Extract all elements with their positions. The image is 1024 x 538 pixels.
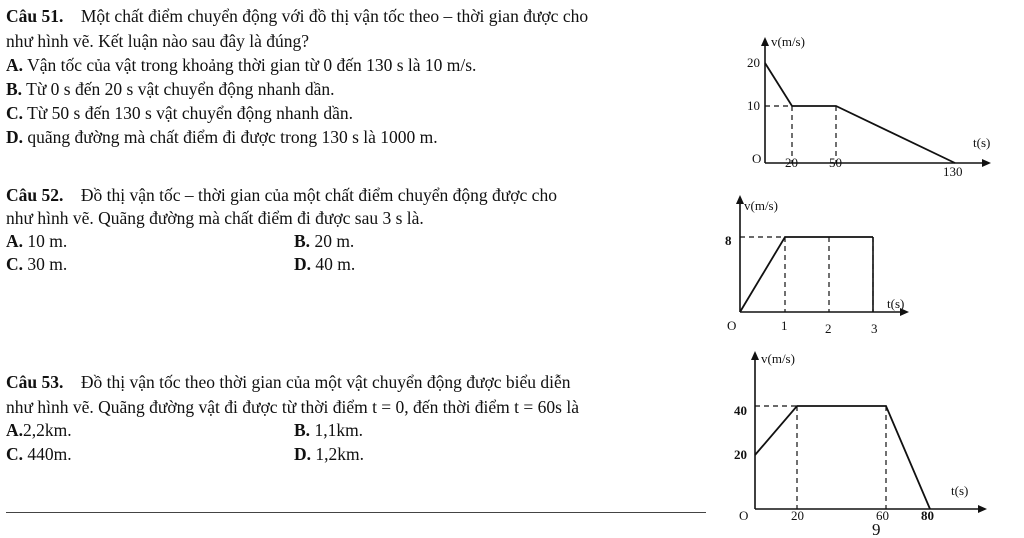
q51-number: Câu 51. bbox=[6, 6, 64, 26]
q53-option-a[interactable]: A.2,2km. bbox=[6, 420, 72, 440]
origin-label: O bbox=[727, 318, 737, 333]
q51-option-b[interactable]: B. Từ 0 s đến 20 s vật chuyển động nhanh dần. bbox=[6, 79, 335, 99]
axes bbox=[736, 195, 909, 316]
x-tick-1: 1 bbox=[781, 318, 788, 333]
x-tick-50: 50 bbox=[829, 155, 842, 170]
x-tick-130: 130 bbox=[943, 164, 963, 179]
velocity-line bbox=[755, 406, 930, 509]
y-tick-40: 40 bbox=[734, 403, 747, 418]
y-axis-arrow-icon bbox=[736, 195, 744, 204]
x-axis-label: t(s) bbox=[973, 135, 991, 150]
origin-label: O bbox=[739, 508, 749, 523]
x-axis-label: t(s) bbox=[887, 296, 905, 311]
q52-stem-line2: như hình vẽ. Quãng đường mà chất điểm đi được sau 3 s là. bbox=[6, 208, 424, 228]
q52-velocity-graph bbox=[715, 190, 915, 340]
q52-option-d[interactable]: D. 40 m. bbox=[294, 254, 356, 274]
q51-stem-line1 bbox=[6, 6, 588, 27]
q51-stem-text1: Một chất điểm chuyển động với đồ thị vận tốc theo – thời gian được cho bbox=[80, 6, 589, 26]
q53-velocity-graph bbox=[725, 345, 1015, 538]
x-axis-label: t(s) bbox=[951, 483, 969, 498]
q52-option-b[interactable]: B. 20 m. bbox=[294, 231, 355, 251]
q53-number: Câu 53. bbox=[6, 372, 64, 392]
y-axis-label: v(m/s) bbox=[761, 351, 795, 366]
y-tick-20: 20 bbox=[747, 55, 760, 70]
x-tick-80: 80 bbox=[921, 508, 934, 523]
velocity-line bbox=[765, 63, 955, 163]
q51-option-d[interactable]: D. quãng đường mà chất điểm đi được trong 130 s là 1000 m. bbox=[6, 127, 438, 147]
y-axis-arrow-icon bbox=[761, 37, 769, 46]
x-tick-2: 2 bbox=[825, 321, 832, 336]
q53-stem-text1: Đồ thị vận tốc theo thời gian của một vật chuyển động được biểu diễn bbox=[80, 372, 571, 392]
q53-option-c[interactable]: C. 440m. bbox=[6, 444, 72, 464]
guide-lines bbox=[765, 106, 836, 163]
x-axis-arrow-icon bbox=[982, 159, 991, 167]
q51-option-c[interactable]: C. Từ 50 s đến 130 s vật chuyển động nhanh dần. bbox=[6, 103, 353, 123]
guide-lines bbox=[755, 406, 886, 509]
y-axis-label: v(m/s) bbox=[771, 34, 805, 49]
axes bbox=[761, 37, 991, 167]
q53-option-b[interactable]: B. 1,1km. bbox=[294, 420, 364, 440]
x-tick-60: 60 bbox=[876, 508, 889, 523]
y-axis-label: v(m/s) bbox=[744, 198, 778, 213]
x-tick-20: 20 bbox=[785, 155, 798, 170]
q52-stem-line1 bbox=[6, 185, 557, 206]
y-tick-10: 10 bbox=[747, 98, 760, 113]
q52-number: Câu 52. bbox=[6, 185, 64, 205]
q52-option-a[interactable]: A. 10 m. bbox=[6, 231, 68, 251]
q53-stem-line1 bbox=[6, 372, 571, 393]
q52-option-c[interactable]: C. 30 m. bbox=[6, 254, 68, 274]
x-tick-20: 20 bbox=[791, 508, 804, 523]
q52-stem-text1: Đồ thị vận tốc – thời gian của một chất điểm chuyển động được cho bbox=[80, 185, 557, 205]
y-tick-8: 8 bbox=[725, 233, 732, 248]
x-tick-3: 3 bbox=[871, 321, 878, 336]
velocity-line bbox=[740, 237, 873, 312]
x-axis-arrow-icon bbox=[978, 505, 987, 513]
y-tick-20: 20 bbox=[734, 447, 747, 462]
q53-option-d[interactable]: D. 1,2km. bbox=[294, 444, 365, 464]
guide-lines bbox=[740, 237, 873, 312]
q51-option-a[interactable]: A. Vận tốc của vật trong khoảng thời gian từ 0 đến 130 s là 10 m/s. bbox=[6, 55, 477, 75]
bottom-rule bbox=[6, 512, 706, 513]
y-axis-arrow-icon bbox=[751, 351, 759, 360]
origin-label: O bbox=[752, 151, 762, 166]
q51-velocity-graph bbox=[725, 28, 1015, 178]
handwritten-annotation: 9 bbox=[872, 520, 881, 538]
q51-stem-line2: như hình vẽ. Kết luận nào sau đây là đúng? bbox=[6, 31, 310, 51]
q53-stem-line2: như hình vẽ. Quãng đường vật đi được từ thời điểm t = 0, đến thời điểm t = 60s là bbox=[6, 397, 579, 417]
